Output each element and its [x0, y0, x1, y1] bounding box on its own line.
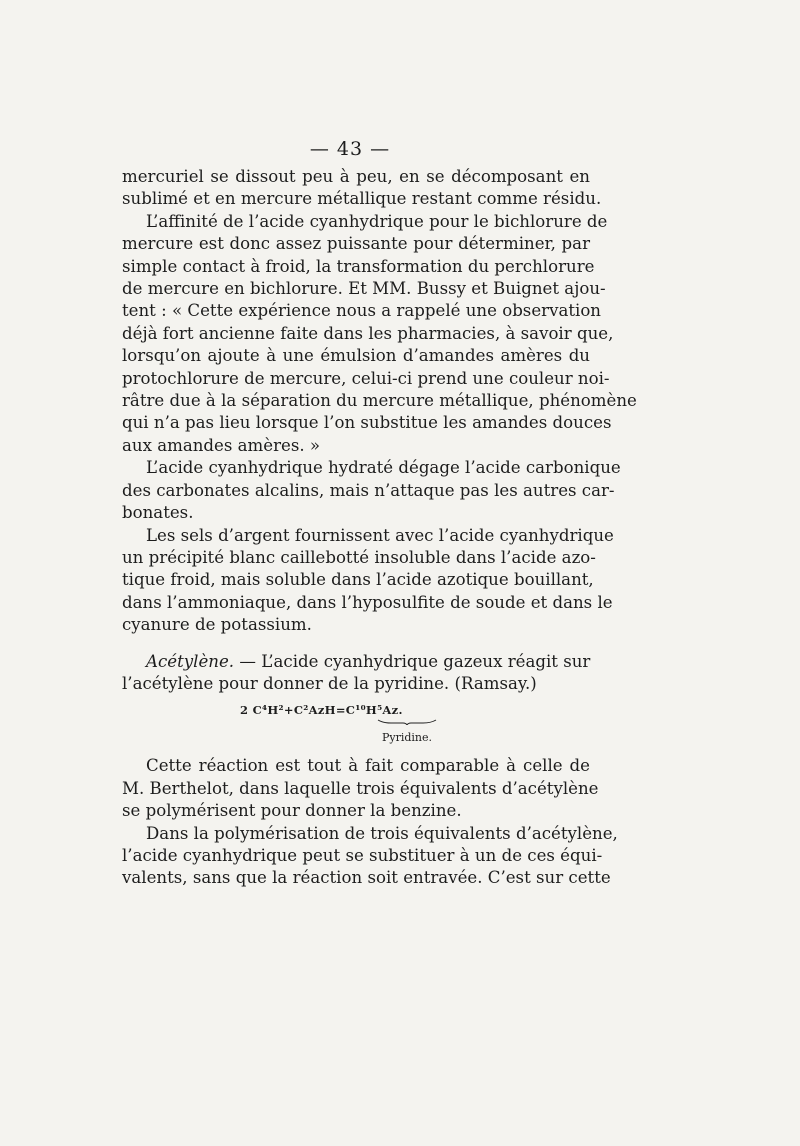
- paragraph-3: [122, 457, 621, 524]
- formula-block: [122, 699, 590, 745]
- underbrace-icon: [377, 719, 437, 725]
- text-line: lorsqu’on ajoute à une émulsion d’amandes amères du: [122, 346, 590, 366]
- text-line: se polymérisent pour donner la benzine.: [122, 801, 462, 821]
- text-line: L’acide cyanhydrique hydraté dégage l’acide carbonique: [146, 458, 621, 478]
- text-line: Les sels d’argent fournissent avec l’acide cyanhydrique: [146, 525, 614, 545]
- text-line: bonates.: [122, 503, 194, 523]
- text-line: mercuriel se dissout peu à peu, en se décomposant en: [122, 167, 590, 186]
- formula-label: Pyridine.: [381, 731, 433, 745]
- text-line: protochlorure de mercure, celui-ci prend une couleur noi-: [122, 368, 610, 388]
- paragraph-5: [122, 755, 599, 822]
- text-line: L’affinité de l’acide cyanhydrique pour le bichlorure de: [146, 211, 608, 231]
- text-line: mercure est donc assez puissante pour déterminer, par: [122, 234, 590, 254]
- paragraph-2: [122, 211, 637, 457]
- text-line: râtre due à la séparation du mercure métallique, phénomène: [122, 391, 637, 411]
- text-line: des carbonates alcalins, mais n’attaque pas les autres car-: [122, 480, 615, 500]
- text-line: Cette réaction est tout à fait comparable à celle de: [146, 756, 590, 776]
- text-line: dans l’ammoniaque, dans l’hyposulfite de soude et dans le: [122, 592, 613, 612]
- chemical-formula: 2 C⁴H²+C²AzH=C¹⁰H⁵Az.: [240, 703, 403, 718]
- section-gap: [122, 637, 590, 651]
- page-number: — 43 —: [309, 138, 391, 160]
- text-line: l’acétylène pour donner de la pyridine. (Ramsay.): [122, 673, 537, 693]
- text-line: déjà fort ancienne faite dans les pharmacies, à savoir que,: [122, 323, 614, 343]
- text-line: simple contact à froid, la transformation du perchlorure: [122, 256, 595, 276]
- text-line: tent : « Cette expérience nous a rappelé une observation: [122, 301, 601, 321]
- text-line: sublimé et en mercure métallique restant comme résidu.: [122, 189, 602, 209]
- text-line: de mercure en bichlorure. Et MM. Bussy et Buignet ajou-: [122, 279, 606, 299]
- text-line: M. Berthelot, dans laquelle trois équivalents d’acétylène: [122, 778, 599, 798]
- paragraph-1: [122, 166, 602, 211]
- text-line: aux amandes amères. »: [122, 435, 321, 455]
- paragraph-4: [122, 525, 614, 637]
- section-heading: Acétylène.: [146, 651, 235, 671]
- text-line: cyanure de potassium.: [122, 615, 312, 635]
- text-line: un précipité blanc caillebotté insoluble dans l’acide azo-: [122, 547, 596, 567]
- acetylene-paragraph: [122, 651, 590, 696]
- body-text: [122, 166, 637, 890]
- text-line: Dans la polymérisation de trois équivalents d’acétylène,: [146, 823, 618, 843]
- text-line: valents, sans que la réaction soit entravée. C’est sur cette: [122, 868, 611, 888]
- text-line: l’acide cyanhydrique peut se substituer à un de ces équi-: [122, 845, 603, 865]
- text-line: qui n’a pas lieu lorsque l’on substitue les amandes douces: [122, 413, 612, 433]
- text-fragment: — L’acide cyanhydrique gazeux réagit sur: [234, 651, 591, 671]
- text-line: tique froid, mais soluble dans l’acide azotique bouillant,: [122, 570, 594, 590]
- paragraph-6: [122, 823, 618, 890]
- text-line: [122, 651, 590, 673]
